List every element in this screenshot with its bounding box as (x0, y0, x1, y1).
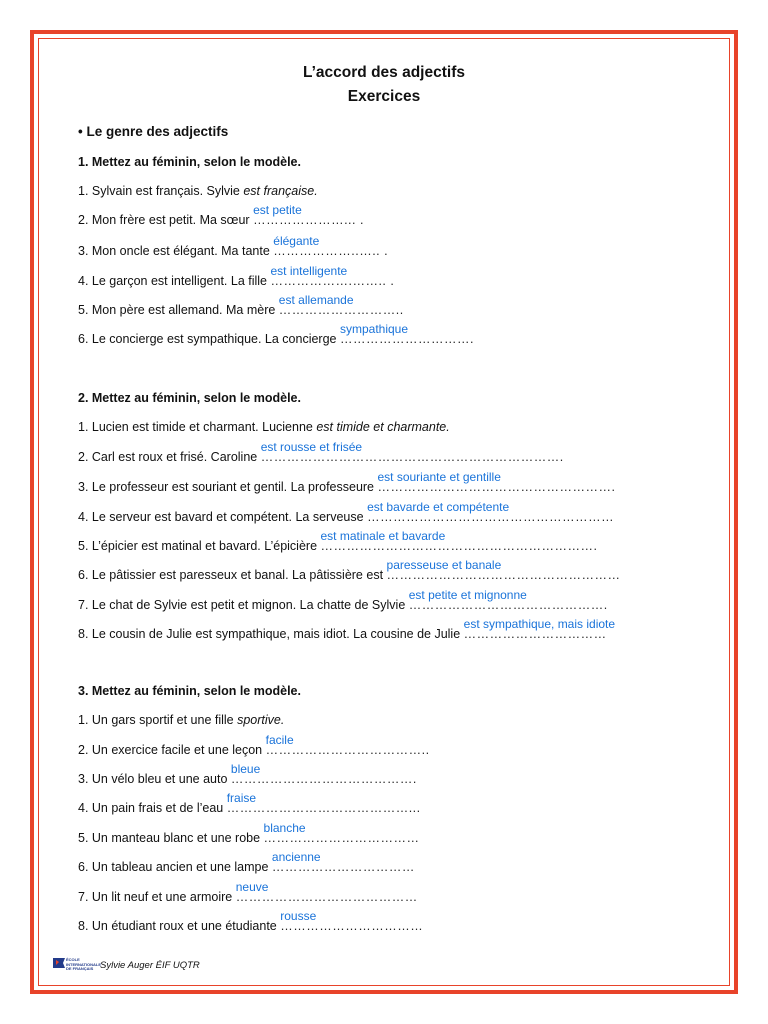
answer-blank[interactable]: rousse …………………………… (280, 909, 424, 933)
list-item: 6. Un tableau ancien et une lampe ancienne …………………………… (78, 850, 415, 874)
answer-text: est matinale et bavarde (320, 529, 446, 543)
answer-text: est sympathique, mais idiote (463, 617, 616, 631)
list-item: 8. Un étudiant roux et une étudiante rousse …………………………… (78, 909, 424, 933)
answer-text: est petite (253, 203, 302, 217)
answer-blank[interactable]: blanche ……………………………… (263, 821, 420, 845)
list-item: 3. Un vélo bleu et une auto bleue ……………………………………. (78, 762, 417, 786)
answer-text: est intelligente (270, 264, 348, 278)
school-logo (52, 956, 102, 974)
exercise-2-model: 1. Lucien est timide et charmant. Lucienne est timide et charmante. (78, 420, 450, 434)
exercise-1-model: 1. Sylvain est français. Sylvie est française. (78, 184, 318, 198)
exercise-3-model: 1. Un gars sportif et une fille sportive. (78, 713, 285, 727)
flag-icon (52, 956, 66, 970)
exercise-1-instruction: 1. Mettez au féminin, selon le modèle. (78, 155, 301, 169)
answer-text: paresseuse et banale (386, 558, 502, 572)
footer (52, 956, 200, 974)
answer-blank[interactable]: est sympathique, mais idiote …………………………… (463, 617, 616, 641)
list-item: 4. Le garçon est intelligent. La fille est intelligente ……………….…….. . (78, 264, 395, 288)
answer-blank[interactable]: fraise ……………………………………... (226, 791, 421, 815)
list-item: 5. Mon père est allemand. Ma mère est allemande ……………………….. (78, 293, 404, 317)
exercise-2-instruction: 2. Mettez au féminin, selon le modèle. (78, 391, 301, 405)
list-item: 8. Le cousin de Julie est sympathique, mais idiot. La cousine de Julie est sympathique, mais idiote …………………………… (78, 617, 616, 641)
answer-text: bleue (230, 762, 261, 776)
answer-blank[interactable]: sympathique …………………………. (339, 322, 474, 346)
answer-text: est rousse et frisée (260, 440, 363, 454)
answer-blank[interactable]: facile ……………………………….. (265, 733, 430, 757)
list-item: 5. L’épicier est matinal et bavard. L’épicière est matinale et bavarde ………………………………………………………. (78, 529, 598, 553)
list-item: 2. Un exercice facile et une leçon facile ……………………………….. (78, 733, 430, 757)
answer-blank[interactable]: est matinale et bavarde ………………………………………………………. (320, 529, 598, 553)
answer-text: élégante (273, 234, 320, 248)
list-item: 3. Le professeur est souriant et gentil. La professeure est souriante et gentille ………………………………………………. (78, 470, 616, 494)
answer-text: ancienne (271, 850, 321, 864)
answer-text: est petite et mignonne (408, 588, 527, 602)
answer-text: blanche (263, 821, 306, 835)
answer-text: rousse (280, 909, 317, 923)
answer-blank[interactable]: est souriante et gentille ………………………………………………. (377, 470, 616, 494)
page-title: L’accord des adjectifs (303, 64, 465, 81)
list-item: 4. Un pain frais et de l’eau fraise ……………………………………... (78, 791, 421, 815)
answer-blank[interactable]: est petite et mignonne ………………………………………. (408, 588, 608, 612)
answer-text: facile (265, 733, 294, 747)
list-item: 2. Mon frère est petit. Ma sœur est petite …………………... . (78, 203, 364, 227)
list-item: 2. Carl est roux et frisé. Caroline est rousse et frisée ……………………………………………………………. (78, 440, 564, 464)
answer-text: est allemande (278, 293, 354, 307)
list-item: 7. Le chat de Sylvie est petit et mignon. La chatte de Sylvie est petite et mignonne ………………………………………. (78, 588, 608, 612)
answer-blank[interactable]: est allemande ……………………….. (278, 293, 404, 317)
answer-text: est souriante et gentille (377, 470, 501, 484)
answer-blank[interactable]: élégante ………………..….. . (273, 234, 389, 258)
list-item: 3. Mon oncle est élégant. Ma tante élégante ………………..….. . (78, 234, 389, 258)
answer-blank[interactable]: est rousse et frisée ……………………………………………………………. (260, 440, 564, 464)
answer-blank[interactable]: est petite …………………... . (253, 203, 364, 227)
logo-text: ÉCOLE INTERNATIONALE DE FRANÇAIS (66, 957, 102, 971)
answer-blank[interactable]: neuve …………………………………… (235, 880, 418, 904)
answer-blank[interactable]: est bavarde et compétente ………………………………………………… (367, 500, 615, 524)
answer-text: sympathique (339, 322, 409, 336)
answer-blank[interactable]: ancienne …………………………… (271, 850, 415, 874)
answer-text: neuve (235, 880, 269, 894)
answer-text: est bavarde et compétente (367, 500, 510, 514)
list-item: 7. Un lit neuf et une armoire neuve …………………………………… (78, 880, 418, 904)
page-subtitle: Exercices (347, 88, 421, 105)
answer-blank[interactable]: bleue ……………………………………. (230, 762, 417, 786)
list-item: 5. Un manteau blanc et une robe blanche ……………………………… (78, 821, 420, 845)
exercise-3-instruction: 3. Mettez au féminin, selon le modèle. (78, 684, 301, 698)
answer-text: fraise (226, 791, 257, 805)
answer-blank[interactable]: est intelligente ……………….…….. . (270, 264, 395, 288)
list-item: 6. Le pâtissier est paresseux et banal. La pâtissière est paresseuse et banale ……………………………………………… (78, 558, 621, 582)
answer-blank[interactable]: paresseuse et banale ……………………………………………… (386, 558, 621, 582)
list-item: 4. Le serveur est bavard et compétent. La serveuse est bavarde et compétente ………………………………………………… (78, 500, 615, 524)
section-heading: • Le genre des adjectifs (78, 124, 229, 139)
footer-author: Sylvie Auger ÉIF UQTR (100, 959, 200, 971)
list-item: 6. Le concierge est sympathique. La concierge sympathique …………………………. (78, 322, 474, 346)
